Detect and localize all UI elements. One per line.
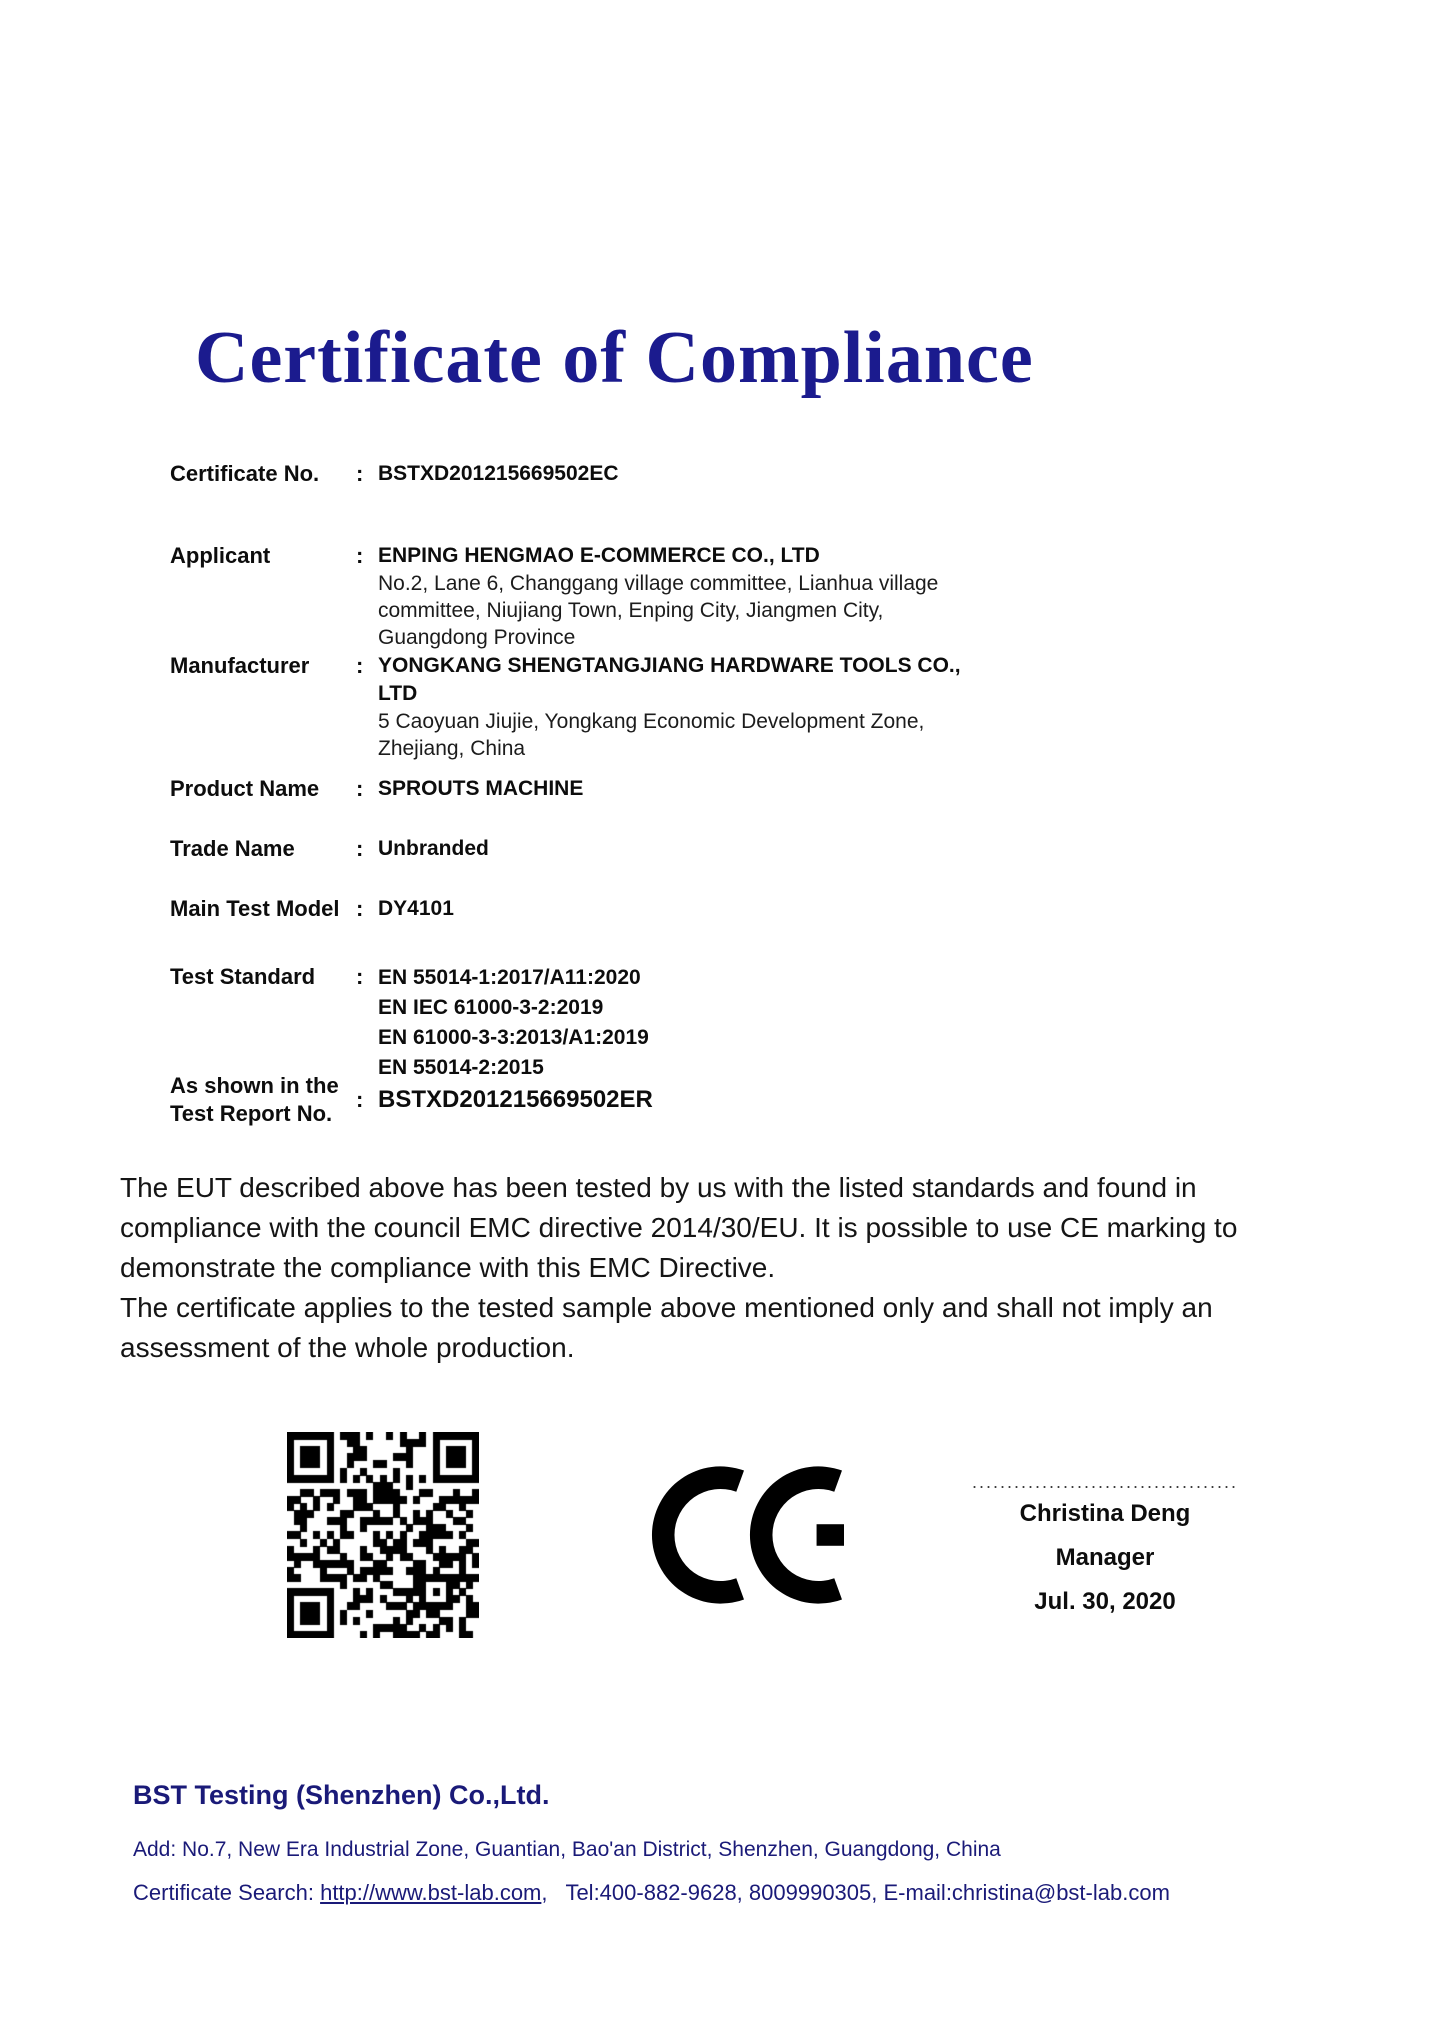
field-row-applicant (170, 542, 1220, 651)
field-row-trade-name (170, 835, 1220, 863)
field-row-main-test-model (170, 895, 1220, 923)
qr-code (287, 1432, 479, 1638)
applicant-name: ENPING HENGMAO E-COMMERCE CO., LTD (378, 544, 820, 567)
lab-address: Add: No.7, New Era Industrial Zone, Guantian, Bao'an District, Shenzhen, Guangdong, China (133, 1838, 1001, 1861)
field-colon: : (356, 776, 364, 801)
field-colon: : (356, 1087, 364, 1112)
ce-mark-icon (650, 1462, 844, 1613)
statement-paragraph-1: The EUT described above has been tested by us with the listed standards and found in compliance with the council EMC directive 2014/30/EU. It is possible to use CE marking to demonstrate the compliance with this EMC Directive. (120, 1172, 1238, 1283)
certificate-search-label: Certificate Search: (133, 1880, 321, 1905)
field-label: Test Standard (170, 964, 316, 989)
test-standard-line: EN 61000-3-3:2013/A1:2019 (378, 1026, 649, 1049)
product-name: SPROUTS MACHINE (378, 777, 584, 800)
signature-block (950, 1472, 1260, 1624)
field-colon: : (356, 461, 364, 486)
field-row-test-report-no (170, 1072, 1220, 1128)
certificate-search-link[interactable]: http://www.bst-lab.com (320, 1880, 542, 1905)
field-label: Certificate No. (170, 461, 320, 486)
lab-contact-line (133, 1880, 1170, 1906)
page-title: Certificate of Compliance (195, 317, 1034, 399)
field-row-test-standard (170, 963, 1220, 1083)
field-label: Trade Name (170, 836, 295, 861)
applicant-address: No.2, Lane 6, Changgang village committee, Lianhua village committee, Niujiang Town, Enping City, Jiangmen City, Guangdong Province (378, 572, 939, 649)
main-test-model: DY4101 (378, 897, 454, 920)
field-colon: : (356, 653, 364, 678)
lab-contact-details: , Tel:400-882-9628, 8009990305, E-mail:christina@bst-lab.com (541, 1880, 1170, 1905)
statement-paragraph-2: The certificate applies to the tested sample above mentioned only and shall not imply an assessment of the whole production. (120, 1292, 1213, 1363)
manufacturer-address: 5 Caoyuan Jiujie, Yongkang Economic Development Zone, Zhejiang, China (378, 710, 925, 760)
field-row-certificate-no (170, 460, 1220, 488)
field-label: Applicant (170, 543, 271, 568)
field-colon: : (356, 896, 364, 921)
statement-text (120, 1168, 1270, 1368)
field-colon: : (356, 964, 364, 989)
signature-line: ...................................... (971, 1472, 1239, 1492)
field-row-product-name (170, 775, 1220, 803)
field-colon: : (356, 543, 364, 568)
test-standard-line: EN 55014-1:2017/A11:2020 (378, 966, 641, 989)
signature-date: Jul. 30, 2020 (1034, 1588, 1176, 1615)
field-row-manufacturer (170, 652, 1220, 762)
test-standard-line: EN 55014-2:2015 (378, 1056, 544, 1079)
signer-name: Christina Deng (1019, 1500, 1191, 1527)
field-label: Manufacturer (170, 653, 310, 678)
field-label: Main Test Model (170, 896, 340, 921)
certificate-number: BSTXD201215669502EC (378, 462, 619, 485)
field-label: Product Name (170, 776, 320, 801)
signer-role: Manager (1055, 1544, 1155, 1571)
test-standard-line: EN IEC 61000-3-2:2019 (378, 996, 604, 1019)
field-colon: : (356, 836, 364, 861)
lab-company-name: BST Testing (Shenzhen) Co.,Ltd. (133, 1780, 550, 1810)
field-label: As shown in the Test Report No. (170, 1073, 339, 1126)
test-report-number: BSTXD201215669502ER (378, 1086, 653, 1113)
trade-name: Unbranded (378, 837, 489, 860)
manufacturer-name: YONGKANG SHENGTANGJIANG HARDWARE TOOLS CO., LTD (378, 654, 961, 705)
